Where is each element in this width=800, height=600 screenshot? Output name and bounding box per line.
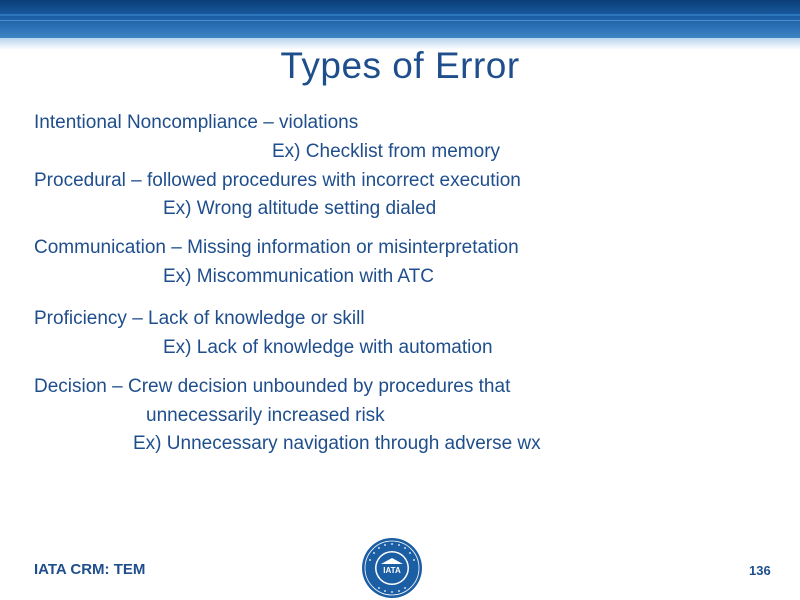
- error-type-decision: Decision – Crew decision unbounded by procedures that: [34, 376, 511, 397]
- page-number: 136: [749, 563, 771, 578]
- error-type-procedural: Procedural – followed procedures with incorrect execution: [34, 170, 521, 191]
- example-procedural: Ex) Wrong altitude setting dialed: [163, 198, 437, 219]
- error-type-communication: Communication – Missing information or misinterpretation: [34, 237, 519, 258]
- header-band: [0, 0, 800, 38]
- example-proficiency: Ex) Lack of knowledge with automation: [163, 337, 493, 358]
- error-type-proficiency: Proficiency – Lack of knowledge or skill: [34, 308, 365, 329]
- header-stripe: [0, 14, 800, 16]
- decision-continuation: unnecessarily increased risk: [146, 405, 385, 426]
- example-decision: Ex) Unnecessary navigation through adverse wx: [133, 433, 541, 454]
- svg-text:IATA: IATA: [383, 566, 401, 575]
- example-communication: Ex) Miscommunication with ATC: [163, 266, 434, 287]
- footer-label: IATA CRM: TEM: [34, 561, 146, 578]
- header-stripe: [0, 20, 800, 21]
- iata-training-institute-logo: [361, 537, 423, 599]
- slide-title: Types of Error: [280, 45, 520, 86]
- error-type-intentional: Intentional Noncompliance – violations: [34, 112, 359, 133]
- example-intentional: Ex) Checklist from memory: [272, 141, 501, 162]
